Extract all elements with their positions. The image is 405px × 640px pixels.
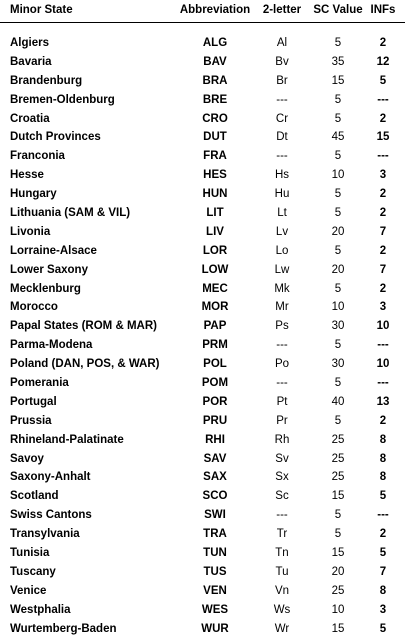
state-two-letter: Sv — [275, 452, 289, 465]
table-row — [0, 526, 405, 545]
state-name: Scotland — [10, 490, 59, 503]
header-minor-state: Minor State — [10, 4, 73, 16]
state-name: Hesse — [10, 169, 44, 182]
state-name: Lorraine-Alsace — [10, 244, 97, 257]
state-abbreviation: WES — [201, 603, 229, 616]
state-two-letter: --- — [276, 339, 288, 352]
state-sc-value: 30 — [331, 320, 345, 333]
state-sc-value: 5 — [334, 93, 342, 106]
state-sc-value: 5 — [334, 207, 342, 220]
header-sc-value: SC Value — [313, 4, 363, 16]
state-abbreviation: RHI — [205, 433, 225, 446]
state-infs: 7 — [379, 565, 387, 578]
table-row — [0, 129, 405, 148]
state-abbreviation: LIV — [206, 225, 224, 238]
state-name: Rhineland-Palatinate — [10, 433, 124, 446]
state-two-letter: Dt — [276, 131, 288, 144]
table-row — [0, 186, 405, 205]
state-sc-value: 5 — [334, 37, 342, 49]
state-infs: 5 — [379, 74, 387, 87]
state-infs: --- — [377, 377, 389, 390]
state-name: Saxony-Anhalt — [10, 471, 91, 484]
table-row — [0, 583, 405, 602]
header-abbreviation: Abbreviation — [179, 4, 251, 16]
state-infs: 5 — [379, 547, 387, 560]
state-two-letter: Tu — [275, 565, 289, 578]
state-name: Poland (DAN, POS, & WAR) — [10, 358, 160, 371]
state-abbreviation: SAX — [203, 471, 227, 484]
state-name: Dutch Provinces — [10, 131, 101, 144]
state-two-letter: Lv — [275, 225, 289, 238]
header-infs: INFs — [370, 4, 396, 16]
state-name: Papal States (ROM & MAR) — [10, 320, 157, 333]
state-abbreviation: LIT — [206, 207, 224, 220]
state-abbreviation: TUS — [203, 565, 227, 578]
state-sc-value: 15 — [331, 490, 345, 503]
state-name: Lithuania (SAM & VIL) — [10, 207, 131, 220]
state-infs: 5 — [379, 622, 387, 635]
state-name: Portugal — [10, 395, 57, 408]
state-abbreviation: POL — [203, 358, 227, 371]
state-sc-value: 30 — [331, 358, 345, 371]
state-name: Algiers — [10, 37, 49, 49]
table-row — [0, 356, 405, 375]
table-row — [0, 337, 405, 356]
state-two-letter: Rh — [274, 433, 290, 446]
state-infs: 2 — [379, 528, 387, 541]
state-name: Brandenburg — [10, 74, 83, 87]
state-abbreviation: PAP — [203, 320, 227, 333]
state-two-letter: Br — [276, 74, 288, 87]
state-infs: 2 — [379, 207, 387, 220]
table-row — [0, 413, 405, 432]
state-two-letter: Tn — [275, 547, 289, 560]
state-infs: 3 — [379, 169, 387, 182]
state-sc-value: 5 — [334, 339, 342, 352]
state-two-letter: --- — [276, 150, 288, 163]
state-name: Tuscany — [10, 565, 56, 578]
state-infs: --- — [377, 150, 389, 163]
state-infs: 7 — [379, 263, 387, 276]
state-sc-value: 10 — [331, 603, 345, 616]
state-two-letter: --- — [276, 377, 288, 390]
state-sc-value: 15 — [331, 74, 345, 87]
state-sc-value: 25 — [331, 584, 345, 597]
state-two-letter: Lo — [275, 244, 289, 257]
state-abbreviation: PRU — [202, 414, 228, 427]
header-two-letter: 2-letter — [262, 4, 302, 16]
state-sc-value: 25 — [331, 433, 345, 446]
state-sc-value: 5 — [334, 377, 342, 390]
state-sc-value: 5 — [334, 188, 342, 201]
state-abbreviation: VEN — [203, 584, 227, 597]
state-sc-value: 5 — [334, 282, 342, 295]
table-row — [0, 318, 405, 337]
state-abbreviation: MOR — [201, 301, 229, 314]
state-infs: 5 — [379, 490, 387, 503]
state-name: Savoy — [10, 452, 44, 465]
state-abbreviation: CRO — [202, 112, 228, 125]
state-name: Franconia — [10, 150, 65, 163]
state-infs: 2 — [379, 282, 387, 295]
state-abbreviation: LOR — [202, 244, 228, 257]
state-sc-value: 5 — [334, 150, 342, 163]
state-sc-value: 25 — [331, 452, 345, 465]
state-name: Westphalia — [10, 603, 71, 616]
table-row — [0, 148, 405, 167]
state-name: Croatia — [10, 112, 50, 125]
state-sc-value: 15 — [331, 622, 345, 635]
state-abbreviation: PRM — [202, 339, 228, 352]
state-infs: --- — [377, 93, 389, 106]
state-two-letter: --- — [276, 509, 288, 522]
state-name: Livonia — [10, 225, 51, 238]
state-two-letter: Bv — [275, 55, 289, 68]
state-sc-value: 40 — [331, 395, 345, 408]
table-row — [0, 111, 405, 130]
state-abbreviation: SWI — [204, 509, 226, 522]
table-row — [0, 564, 405, 583]
table-row — [0, 73, 405, 92]
state-name: Pomerania — [10, 377, 69, 390]
table-row — [0, 224, 405, 243]
state-sc-value: 15 — [331, 547, 345, 560]
state-name: Hungary — [10, 188, 57, 201]
state-abbreviation: HES — [203, 169, 227, 182]
table-row — [0, 394, 405, 413]
state-infs: 2 — [379, 244, 387, 257]
state-infs: --- — [377, 509, 389, 522]
table-header — [0, 0, 405, 23]
state-sc-value: 5 — [334, 528, 342, 541]
state-infs: 10 — [376, 320, 390, 333]
state-infs: 2 — [379, 37, 387, 49]
state-abbreviation: HUN — [202, 188, 228, 201]
state-abbreviation: BRA — [202, 74, 228, 87]
state-name: Parma-Modena — [10, 339, 93, 352]
table-row — [0, 35, 405, 54]
state-sc-value: 25 — [331, 471, 345, 484]
state-abbreviation: POR — [202, 395, 228, 408]
state-two-letter: Hu — [274, 188, 290, 201]
state-infs: 15 — [376, 131, 390, 144]
table-row — [0, 545, 405, 564]
state-infs: 10 — [376, 358, 390, 371]
table-row — [0, 602, 405, 621]
table-row — [0, 299, 405, 318]
state-abbreviation: BRE — [202, 93, 228, 106]
state-name: Tunisia — [10, 547, 50, 560]
state-infs: 2 — [379, 112, 387, 125]
table-row — [0, 621, 405, 640]
state-abbreviation: MEC — [202, 282, 228, 295]
table-row — [0, 243, 405, 262]
table-row — [0, 92, 405, 111]
state-two-letter: Mk — [274, 282, 290, 295]
state-abbreviation: ALG — [202, 37, 228, 49]
table-row — [0, 432, 405, 451]
table-row — [0, 281, 405, 300]
state-two-letter: Ps — [275, 320, 289, 333]
state-two-letter: --- — [276, 93, 288, 106]
state-infs: 13 — [376, 395, 390, 408]
state-name: Bavaria — [10, 55, 52, 68]
state-sc-value: 5 — [334, 509, 342, 522]
state-sc-value: 10 — [331, 169, 345, 182]
state-two-letter: Po — [274, 358, 290, 371]
state-two-letter: Hs — [274, 169, 290, 182]
table-row — [0, 205, 405, 224]
state-name: Morocco — [10, 301, 58, 314]
state-two-letter: Al — [276, 37, 288, 49]
state-two-letter: Wr — [274, 622, 290, 635]
state-abbreviation: FRA — [203, 150, 227, 163]
state-infs: 2 — [379, 414, 387, 427]
state-name: Swiss Cantons — [10, 509, 92, 522]
state-name: Lower Saxony — [10, 263, 88, 276]
state-abbreviation: WUR — [201, 622, 229, 635]
state-abbreviation: SCO — [202, 490, 228, 503]
state-name: Wurtemberg-Baden — [10, 622, 117, 635]
state-infs: 12 — [376, 55, 390, 68]
table-row — [0, 262, 405, 281]
state-infs: 8 — [379, 471, 387, 484]
state-abbreviation: DUT — [203, 131, 227, 144]
state-sc-value: 5 — [334, 112, 342, 125]
state-two-letter: Vn — [274, 584, 290, 597]
state-infs: 3 — [379, 603, 387, 616]
state-infs: 8 — [379, 584, 387, 597]
state-two-letter: Pr — [276, 414, 288, 427]
state-abbreviation: SAV — [203, 452, 227, 465]
state-two-letter: Mr — [275, 301, 289, 314]
state-infs: 8 — [379, 433, 387, 446]
state-infs: --- — [377, 339, 389, 352]
state-sc-value: 20 — [331, 565, 345, 578]
state-two-letter: Lt — [277, 207, 287, 220]
state-two-letter: Cr — [275, 112, 289, 125]
table-row — [0, 375, 405, 394]
state-name: Bremen-Oldenburg — [10, 93, 115, 106]
state-infs: 3 — [379, 301, 387, 314]
table-body — [0, 35, 405, 640]
state-two-letter: Tr — [276, 528, 288, 541]
state-sc-value: 5 — [334, 414, 342, 427]
table-row — [0, 469, 405, 488]
state-sc-value: 20 — [331, 263, 345, 276]
state-abbreviation: BAV — [203, 55, 227, 68]
state-infs: 2 — [379, 188, 387, 201]
state-infs: 7 — [379, 225, 387, 238]
state-sc-value: 20 — [331, 225, 345, 238]
state-two-letter: Pt — [276, 395, 288, 408]
state-two-letter: Ws — [273, 603, 291, 616]
state-name: Prussia — [10, 414, 52, 427]
state-sc-value: 45 — [331, 131, 345, 144]
state-two-letter: Sx — [275, 471, 289, 484]
table-row — [0, 54, 405, 73]
table-row — [0, 167, 405, 186]
state-abbreviation: TUN — [203, 547, 227, 560]
state-two-letter: Sc — [275, 490, 289, 503]
state-sc-value: 35 — [331, 55, 345, 68]
state-name: Venice — [10, 584, 47, 597]
state-sc-value: 5 — [334, 244, 342, 257]
state-two-letter: Lw — [274, 263, 290, 276]
state-name: Transylvania — [10, 528, 80, 541]
state-sc-value: 10 — [331, 301, 345, 314]
table-row — [0, 451, 405, 470]
state-infs: 8 — [379, 452, 387, 465]
state-abbreviation: LOW — [201, 263, 229, 276]
table-row — [0, 488, 405, 507]
table-row — [0, 507, 405, 526]
state-abbreviation: TRA — [203, 528, 227, 541]
state-abbreviation: POM — [201, 377, 229, 390]
state-name: Mecklenburg — [10, 282, 81, 295]
